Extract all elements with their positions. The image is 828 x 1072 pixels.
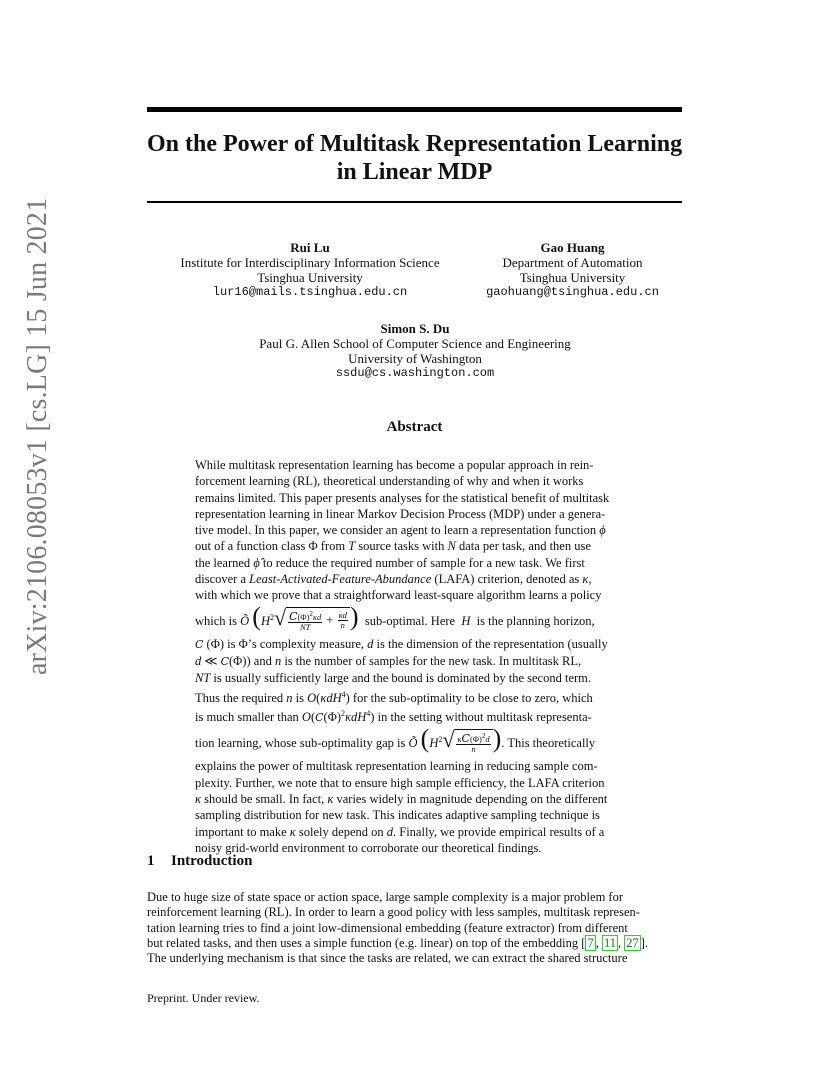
author-block-simon-du — [220, 321, 610, 381]
author-email[interactable]: lur16@mails.tsinghua.edu.cn — [212, 285, 408, 299]
author-name: Simon S. Du — [380, 321, 450, 336]
abstract-line: d ≪ C(Φ)) and n is the number of samples for the new task. In multitask RL, — [195, 653, 582, 668]
abstract-formula-line: which is Õ ($H^2$ √ $\frac{C(\Phi)^2\kappa d}{NT}$ + $\frac{\kappa d}{n}$ ) sub-optimal. Here H is the planning horizon, — [195, 601, 595, 632]
paper-title — [147, 130, 682, 186]
intro-line: tation learning tries to find a joint low-dimensional embedding (feature extractor) from different — [147, 920, 628, 935]
abstract-line: tive model. In this paper, we consider an agent to learn a representation function ϕ — [195, 523, 606, 538]
section-title: Introduction — [171, 853, 253, 869]
abstract-line: representation learning in linear Markov Decision Process (MDP) under a genera- — [195, 506, 606, 521]
author-name: Gao Huang — [540, 240, 605, 255]
abstract-line: forcement learning (RL), theoretical understanding of why and when it works — [195, 474, 584, 489]
abstract-line: plexity. Further, we note that to ensure high sample efficiency, the LAFA criterion — [195, 775, 605, 790]
abstract-line: While multitask representation learning has become a popular approach in rein- — [195, 458, 594, 472]
abstract-formula-line: tion learning, whose sub-optimality gap is Õ ($H^2$ √ $\frac{\kappa C(\Phi)^2d}{n}$ ). This theoretically — [195, 724, 596, 755]
abstract-line: with which we prove that a straightforward least-square algorithm learns a policy — [195, 588, 602, 603]
abstract-line: out of a function class Φ from T source tasks with N data per task, and then use — [195, 539, 591, 554]
author-block-gao-huang — [460, 240, 685, 300]
author-affiliation: University of Washington — [348, 351, 482, 366]
title-line-1: On the Power of Multitask Representation Learning — [147, 131, 683, 157]
footer-note: Preprint. Under review. — [147, 991, 260, 1005]
abstract-line: κ should be small. In fact, κ varies widely in magnitude depending on the different — [195, 792, 608, 807]
title-top-rule — [147, 107, 682, 112]
author-email[interactable]: gaohuang@tsinghua.edu.cn — [486, 285, 659, 299]
citation-link[interactable]: 27 — [626, 935, 639, 950]
abstract-line: noisy grid-world environment to corroborate our theoretical findings. — [195, 840, 542, 855]
introduction-body — [147, 890, 687, 966]
author-affiliation: Department of Automation — [502, 255, 643, 270]
intro-line: Due to huge size of state space or action space, large sample complexity is a major problem for — [147, 890, 623, 904]
abstract-heading: Abstract — [386, 419, 443, 435]
abstract-line: sampling distribution for new task. This indicates adaptive sampling technique is — [195, 808, 600, 823]
author-affiliation: Institute for Interdisciplinary Information Science — [180, 255, 440, 270]
intro-line: reinforcement learning (RL). In order to learn a good policy with less samples, multitask represen- — [147, 905, 640, 920]
abstract-line: NT is usually sufficiently large and the bound is dominated by the second term. — [195, 671, 592, 686]
title-line-2: in Linear MDP — [336, 159, 493, 185]
section-number: 1 — [147, 853, 155, 869]
abstract-line: is much smaller than $O(C(\Phi)^2\kappa dH^4)$ in the setting without multitask representa- — [195, 709, 592, 725]
author-block-rui-lu — [160, 240, 460, 300]
abstract-body — [195, 457, 635, 856]
abstract-line: Thus the required n is O(κdH$^4$) for the sub-optimality to be close to zero, which — [195, 689, 593, 705]
title-bottom-rule — [147, 201, 682, 203]
abstract-line: important to make κ solely depend on d. Finally, we provide empirical results of a — [195, 824, 605, 839]
abstract-line: C (Φ) is Φ’s complexity measure, d is the dimension of the representation (usually — [195, 636, 608, 651]
intro-line: The underlying mechanism is that since the tasks are related, we can extract the shared structure — [147, 951, 628, 966]
intro-line: but related tasks, and then uses a simple function (e.g. linear) on top of the embedding [ 7 , 11 , 27 ]. — [147, 935, 649, 950]
abstract-line: discover a Least-Activated-Feature-Abundance (LAFA) criterion, denoted as κ, — [195, 572, 592, 587]
author-affiliation: Tsinghua University — [257, 270, 363, 285]
arxiv-stamp: arXiv:2106.08053v1 [cs.LG] 15 Jun 2021 — [22, 197, 53, 675]
author-name: Rui Lu — [290, 240, 330, 255]
author-email[interactable]: ssdu@cs.washington.com — [335, 366, 495, 380]
abstract-line: remains limited. This paper presents analyses for the statistical benefit of multitask — [195, 490, 610, 505]
section-heading-introduction — [147, 853, 252, 870]
abstract-line: the learned ϕ̂ to reduce the required number of sample for a new task. We first — [195, 555, 585, 570]
citation-link[interactable]: 11 — [603, 935, 616, 950]
citation-link[interactable]: 7 — [587, 935, 594, 950]
abstract-line: explains the power of multitask representation learning in reducing sample com- — [195, 759, 598, 774]
author-affiliation: Paul G. Allen School of Computer Science and Engineering — [259, 336, 571, 351]
author-affiliation: Tsinghua University — [519, 270, 626, 285]
